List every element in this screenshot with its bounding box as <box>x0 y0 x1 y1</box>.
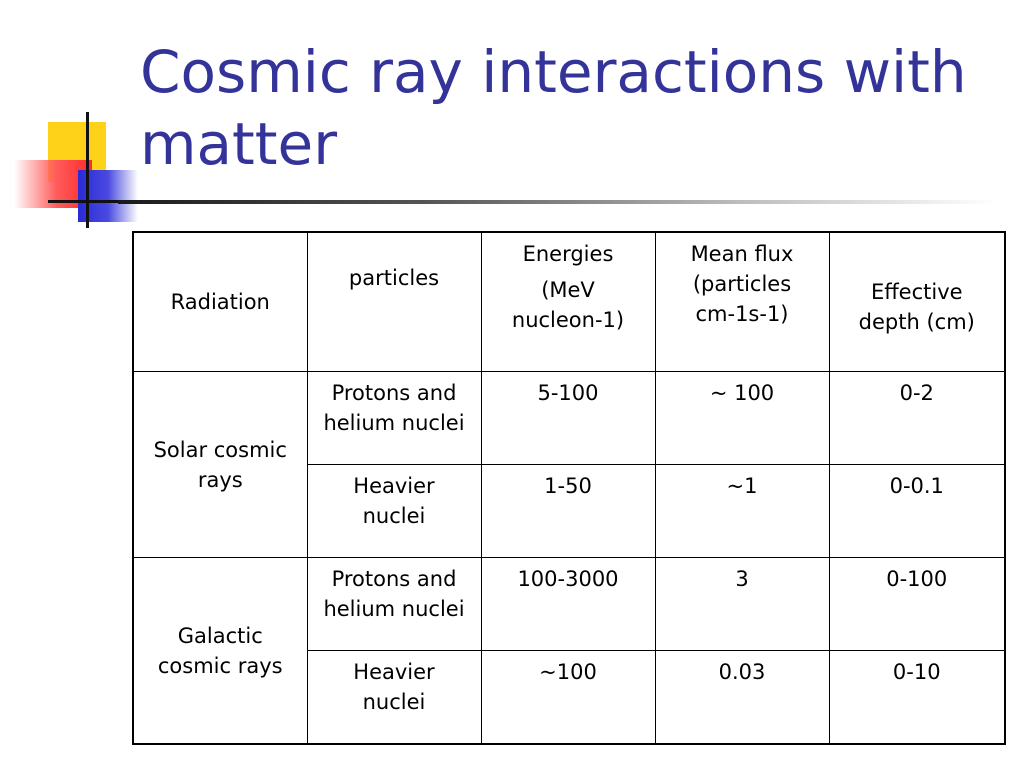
header-depth-line2: depth (cm) <box>858 310 975 334</box>
flux-cell: ~ 100 <box>655 372 829 465</box>
decor-vertical-line <box>86 112 89 228</box>
particles-line2: helium nuclei <box>323 411 465 435</box>
particles-cell <box>307 372 481 465</box>
particles-cell <box>307 465 481 558</box>
header-flux-line3: cm-1s-1) <box>695 302 789 326</box>
depth-cell: 0-2 <box>829 372 1005 465</box>
particles-line1: Heavier <box>353 660 435 684</box>
particles-line1: Heavier <box>353 474 435 498</box>
cosmic-ray-table <box>132 231 1006 745</box>
flux-cell: ~1 <box>655 465 829 558</box>
decor-horizontal-line <box>48 200 120 203</box>
depth-cell: 0-100 <box>829 558 1005 651</box>
particles-line1: Protons and <box>331 381 457 405</box>
energies-cell: 1-50 <box>481 465 655 558</box>
depth-cell: 0-0.1 <box>829 465 1005 558</box>
header-depth-line1: Effective <box>870 280 963 304</box>
energies-cell: 100-3000 <box>481 558 655 651</box>
header-particles <box>307 232 481 372</box>
table-header-row <box>133 232 1005 372</box>
radiation-solar-cosmic-rays <box>133 372 307 558</box>
header-energies-line2: (MeV <box>541 278 595 302</box>
slide-title: Cosmic ray interactions with matter <box>140 38 967 178</box>
particles-cell <box>307 558 481 651</box>
table-row <box>133 558 1005 651</box>
particles-line2: nuclei <box>362 690 426 714</box>
energies-cell: ~100 <box>481 651 655 745</box>
particles-line1: Protons and <box>331 567 457 591</box>
header-energies <box>481 232 655 372</box>
flux-cell: 3 <box>655 558 829 651</box>
particles-cell <box>307 651 481 745</box>
particles-line2: nuclei <box>362 504 426 528</box>
header-energies-line1: Energies <box>522 242 614 266</box>
flux-cell: 0.03 <box>655 651 829 745</box>
header-mean-flux <box>655 232 829 372</box>
title-underline-rule <box>118 200 998 204</box>
header-energies-line3: nucleon-1) <box>511 308 625 332</box>
header-particles-label: particles <box>348 266 440 290</box>
radiation-label-line1: Galactic <box>177 623 263 648</box>
particles-line2: helium nuclei <box>323 597 465 621</box>
header-effective-depth <box>829 232 1005 372</box>
header-radiation: Radiation <box>133 232 307 372</box>
header-flux-line2: (particles <box>692 272 792 296</box>
radiation-label-line1: Solar cosmic <box>153 437 287 462</box>
radiation-galactic-cosmic-rays <box>133 558 307 745</box>
radiation-label-line2: rays <box>197 467 243 492</box>
depth-cell: 0-10 <box>829 651 1005 745</box>
table-row <box>133 372 1005 465</box>
header-flux-line1: Mean flux <box>690 242 794 266</box>
energies-cell: 5-100 <box>481 372 655 465</box>
radiation-label-line2: cosmic rays <box>157 653 283 678</box>
